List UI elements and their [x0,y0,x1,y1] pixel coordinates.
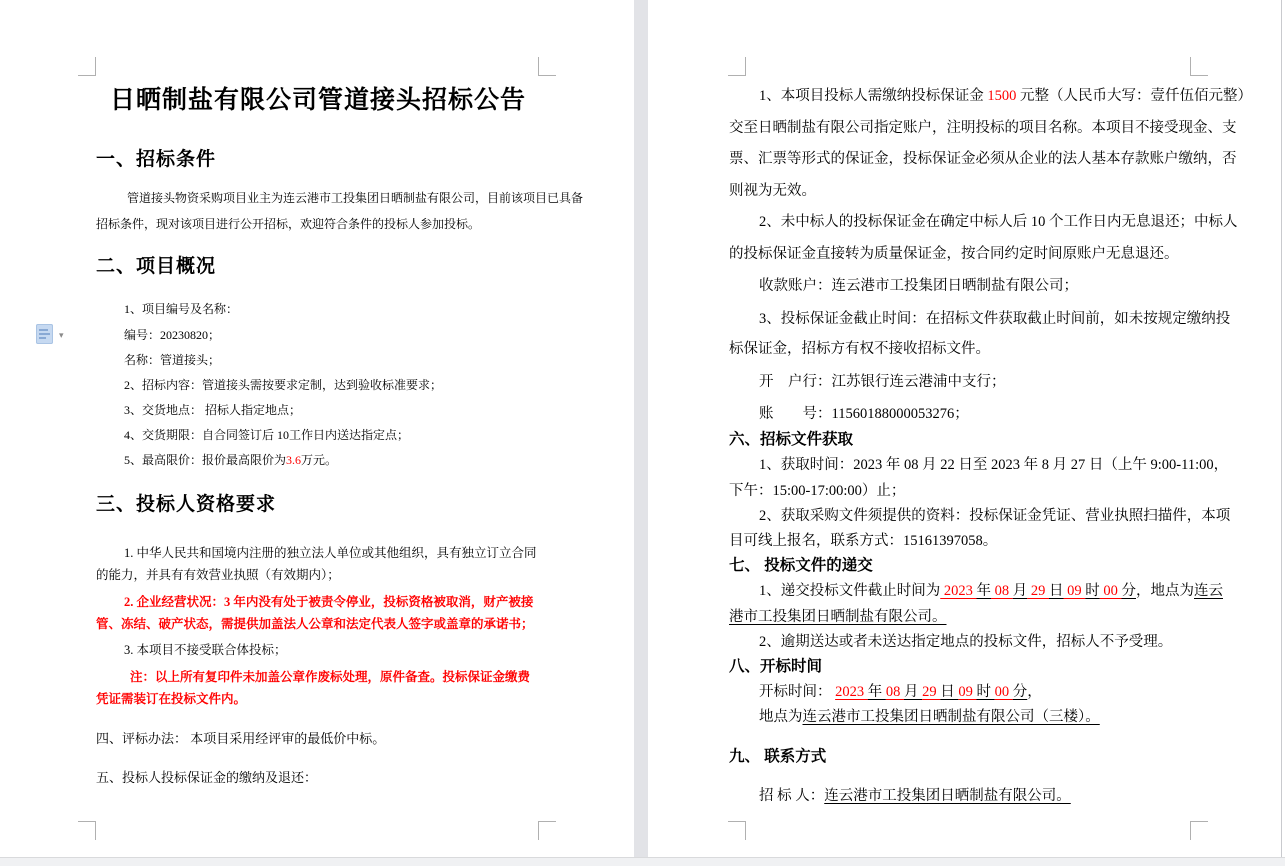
document-title: 日晒制盐有限公司管道接头招标公告 [109,87,526,114]
text-line: 1、获取时间：2023 年 08 月 22 日至 2023 年 8 月 27 日（上午 9:00-11:00， [759,457,1229,473]
pages-gap [634,0,648,857]
section-7-heading: 七、 投标文件的递交 [729,557,873,574]
text-line: 管道接头物资采购项目业主为连云港市工投集团日晒制盐有限公司，目前该项目已具备 [127,191,584,205]
text-line: 地点为连云港市工投集团日晒制盐有限公司（三楼）。 [759,709,1100,725]
paste-options-document-icon[interactable] [36,324,53,344]
section-5-line: 五、投标人投标保证金的缴纳及退还： [96,770,318,785]
text-line: 招 标 人：连云港市工投集团日晒制盐有限公司。 [759,788,1071,804]
text-line: 凭证需装订在投标文件内。 [96,692,247,706]
text-line: 港市工投集团日晒制盐有限公司。 [729,609,947,625]
crop-mark [1190,821,1208,840]
text-line: 2、获取采购文件须提供的资料：投标保证金凭证、营业执照扫描件，本项 [759,508,1231,524]
crop-mark [1190,57,1208,76]
horizontal-scrollbar[interactable] [0,857,1285,866]
page-2 [648,0,1282,857]
section-6-heading: 六、招标文件获取 [729,431,854,448]
text-line: 标保证金，招标方有权不接收招标文件。 [729,341,990,357]
text-line: 3. 本项目不接受联合体投标； [124,643,287,657]
text-line: 1、项目编号及名称： [124,302,239,316]
chevron-down-icon[interactable]: ▾ [59,331,64,341]
text-line: 4、交货期限：自合同签订后 10工作日内送达指定点； [124,428,410,442]
text-line: 2、未中标人的投标保证金在确定中标人后 10 个工作日内无息退还；中标人 [759,214,1238,230]
section-8-heading: 八、开标时间 [729,658,823,675]
text-line: 账 号：11560188000053276； [759,406,969,422]
text-line: 1、递交投标文件截止时间为 2023 年 08 月 29 日 09 时 00 分，地点为连云 [759,583,1223,599]
text-line: 目可线上报名，联系方式：15161397058。 [729,533,998,549]
text-line: 的投标保证金直接转为质量保证金，按合同约定时间原账户无息退还。 [729,246,1179,262]
section-2-heading: 二、项目概况 [96,256,217,277]
text-line: 名称：管道接头； [124,353,221,367]
crop-mark [78,821,96,840]
text-line: 5、最高限价：报价最高限价为3.6万元。 [124,453,338,467]
text-line: 2、招标内容：管道接头需按要求定制，达到验收标准要求； [124,378,443,392]
text-line: 1、本项目投标人需缴纳投标保证金 1500 元整（人民币大写：壹仟伍佰元整） [759,88,1252,104]
paste-options-button[interactable] [34,322,72,348]
crop-mark [728,57,746,76]
page-1 [0,0,634,857]
section-3-heading: 三、投标人资格要求 [96,494,277,515]
text-line: 的能力，并具有有效营业执照（有效期内）； [96,568,340,582]
text-line: 2、逾期送达或者未送达指定地点的投标文件，招标人不予受理。 [759,634,1173,650]
text-line: 注：以上所有复印件未加盖公章作废标处理，原件备查。投标保证金缴费 [130,670,531,684]
text-line: 收款账户：连云港市工投集团日晒制盐有限公司； [759,278,1078,294]
text-line: 编号：20230820； [124,328,221,342]
crop-mark [538,57,556,76]
text-line: 管、冻结、破产状态，需提供加盖法人公章和法定代表人签字或盖章的承诺书； [96,617,534,631]
section-1-heading: 一、招标条件 [96,149,217,170]
text-line: 交至日晒制盐有限公司指定账户，注明投标的项目名称。本项目不接受现金、支 [729,120,1237,136]
text-line: 开标时间： 2023 年 08 月 29 日 09 时 00 分， [759,684,1042,700]
text-line: 3、交货地点： 招标人指定地点； [124,403,302,417]
text-line: 3、投标保证金截止时间：在招标文件获取截止时间前，如未按规定缴纳投 [759,311,1231,327]
text-line: 下午：15:00-17:00:00）止； [729,483,906,499]
text-line: 2. 企业经营状况：3 年内没有处于被责令停业，投标资格被取消，财产被接 [124,595,534,609]
text-line: 开 户行：江苏银行连云港浦中支行； [759,374,1006,390]
crop-mark [728,821,746,840]
crop-mark [538,821,556,840]
text-line: 则视为无效。 [729,183,816,199]
section-9-heading: 九、 联系方式 [729,748,827,765]
text-line: 招标条件，现对该项目进行公开招标，欢迎符合条件的投标人参加投标。 [96,217,481,231]
text-line: 票、汇票等形式的保证金，投标保证金必须从企业的法人基本存款账户缴纳，否 [729,151,1237,167]
crop-mark [78,57,96,76]
text-line: 1. 中华人民共和国境内注册的独立法人单位或其他组织，具有独立订立合同 [124,546,537,560]
section-4-line: 四、评标办法： 本项目采用经评审的最低价中标。 [96,731,386,746]
